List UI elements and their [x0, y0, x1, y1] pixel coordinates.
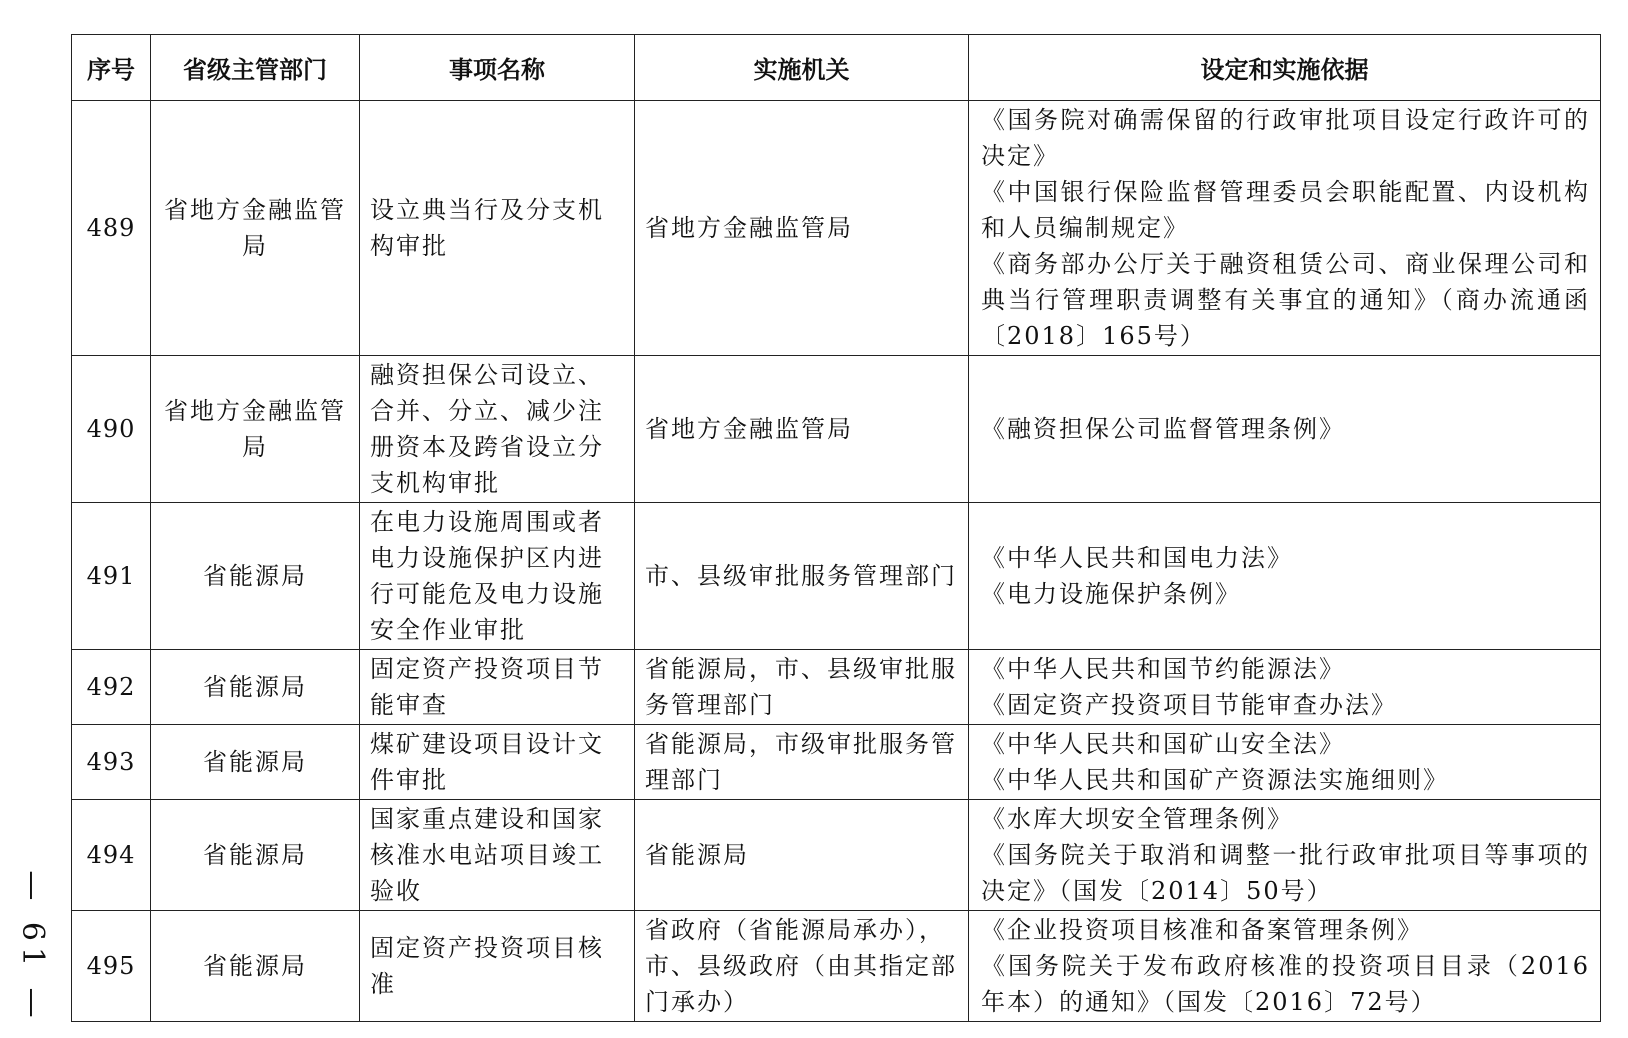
- legal-basis-entry: 《国务院关于取消和调整一批行政审批项目等事项的决定》（国发〔2014〕50号）: [981, 841, 1590, 905]
- cell-provincial-department: 省地方金融监管局: [151, 101, 360, 356]
- table-header-row: [72, 35, 1601, 101]
- page-number: — 61 —: [15, 870, 51, 1024]
- header-implementing-agency: 实施机关: [635, 35, 969, 101]
- cell-implementing-agency: 省地方金融监管局: [635, 101, 969, 356]
- cell-implementing-agency: 省能源局，市级审批服务管理部门: [635, 725, 969, 800]
- cell-item-name: 融资担保公司设立、合并、分立、减少注册资本及跨省设立分支机构审批: [360, 356, 635, 503]
- cell-serial-number: 493: [72, 725, 151, 800]
- approval-items-table: [71, 34, 1601, 1022]
- table-row: [72, 725, 1601, 800]
- cell-provincial-department: 省能源局: [151, 650, 360, 725]
- table-row: [72, 356, 1601, 503]
- table-row: [72, 800, 1601, 911]
- header-legal-basis: 设定和实施依据: [969, 35, 1601, 101]
- legal-basis-entry: 《国务院关于发布政府核准的投资项目目录（2016年本）的通知》（国发〔2016〕72号）: [981, 952, 1590, 1016]
- legal-basis-entry: 《水库大坝安全管理条例》: [981, 805, 1293, 833]
- legal-basis-entry: 《电力设施保护条例》: [981, 580, 1241, 608]
- cell-provincial-department: 省能源局: [151, 503, 360, 650]
- cell-implementing-agency: 省能源局，市、县级审批服务管理部门: [635, 650, 969, 725]
- cell-item-name: 固定资产投资项目节能审查: [360, 650, 635, 725]
- legal-basis-entry: 《中华人民共和国矿山安全法》: [981, 730, 1345, 758]
- cell-legal-basis: [969, 800, 1601, 911]
- cell-serial-number: 494: [72, 800, 151, 911]
- table-row: [72, 650, 1601, 725]
- legal-basis-entry: 《中国银行保险监督管理委员会职能配置、内设机构和人员编制规定》: [981, 178, 1590, 242]
- header-serial-number: 序号: [72, 35, 151, 101]
- cell-serial-number: 489: [72, 101, 151, 356]
- cell-provincial-department: 省能源局: [151, 911, 360, 1022]
- cell-provincial-department: 省能源局: [151, 725, 360, 800]
- cell-serial-number: 492: [72, 650, 151, 725]
- cell-item-name: 煤矿建设项目设计文件审批: [360, 725, 635, 800]
- cell-legal-basis: [969, 650, 1601, 725]
- table-row: [72, 911, 1601, 1022]
- cell-legal-basis: [969, 101, 1601, 356]
- legal-basis-entry: 《融资担保公司监督管理条例》: [981, 415, 1345, 443]
- cell-implementing-agency: 市、县级审批服务管理部门: [635, 503, 969, 650]
- cell-serial-number: 490: [72, 356, 151, 503]
- cell-provincial-department: 省地方金融监管局: [151, 356, 360, 503]
- cell-provincial-department: 省能源局: [151, 800, 360, 911]
- table-row: [72, 503, 1601, 650]
- legal-basis-entry: 《中华人民共和国电力法》: [981, 544, 1293, 572]
- legal-basis-entry: 《商务部办公厅关于融资租赁公司、商业保理公司和典当行管理职责调整有关事宜的通知》（商办流通函〔2018〕165号）: [981, 250, 1590, 350]
- cell-implementing-agency: 省地方金融监管局: [635, 356, 969, 503]
- cell-item-name: 固定资产投资项目核准: [360, 911, 635, 1022]
- legal-basis-entry: 《固定资产投资项目节能审查办法》: [981, 691, 1397, 719]
- cell-item-name: 在电力设施周围或者电力设施保护区内进行可能危及电力设施安全作业审批: [360, 503, 635, 650]
- cell-serial-number: 491: [72, 503, 151, 650]
- cell-legal-basis: [969, 725, 1601, 800]
- cell-item-name: 设立典当行及分支机构审批: [360, 101, 635, 356]
- legal-basis-entry: 《国务院对确需保留的行政审批项目设定行政许可的决定》: [981, 106, 1590, 170]
- cell-legal-basis: [969, 503, 1601, 650]
- header-item-name: 事项名称: [360, 35, 635, 101]
- cell-item-name: 国家重点建设和国家核准水电站项目竣工验收: [360, 800, 635, 911]
- legal-basis-entry: 《中华人民共和国矿产资源法实施细则》: [981, 766, 1449, 794]
- cell-legal-basis: [969, 356, 1601, 503]
- table-row: [72, 101, 1601, 356]
- cell-implementing-agency: 省能源局: [635, 800, 969, 911]
- header-provincial-department: 省级主管部门: [151, 35, 360, 101]
- legal-basis-entry: 《企业投资项目核准和备案管理条例》: [981, 916, 1423, 944]
- cell-serial-number: 495: [72, 911, 151, 1022]
- cell-legal-basis: [969, 911, 1601, 1022]
- cell-implementing-agency: 省政府（省能源局承办），市、县级政府（由其指定部门承办）: [635, 911, 969, 1022]
- legal-basis-entry: 《中华人民共和国节约能源法》: [981, 655, 1345, 683]
